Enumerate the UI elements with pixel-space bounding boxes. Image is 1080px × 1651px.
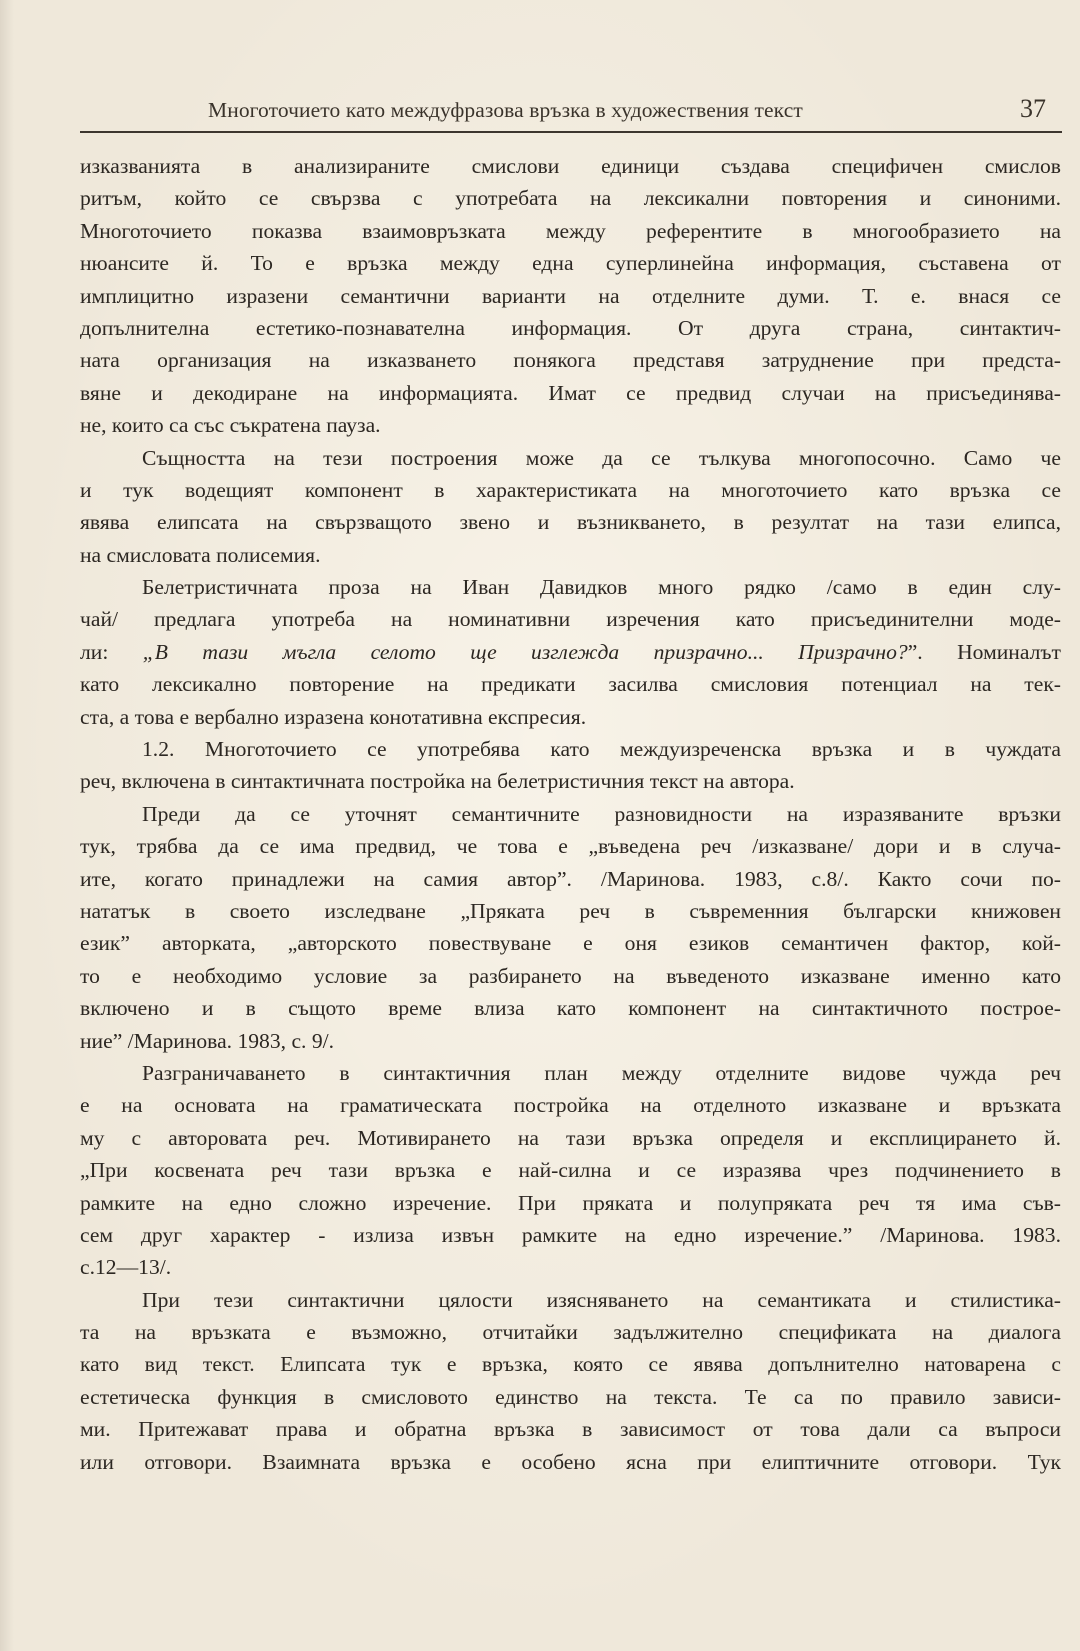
text-line	[80, 182, 1061, 214]
text-line-content: и тук водещият компонент в характеристиката на многоточието като връзка се	[80, 477, 1061, 502]
text-line	[80, 1089, 1061, 1121]
text-line-content: тук, трябва да се има предвид, че това е „въведена реч /изказване/ дори и в случа-	[80, 834, 1061, 859]
header-rule	[80, 131, 1062, 133]
italic-quote: „В тази мъгла селото ще изглежда призрачно... Призрачно?	[142, 639, 908, 664]
text-line-content: та на връзката е възможно, отчитайки задължително спецификата на диалога	[80, 1320, 1061, 1345]
text-line-content: реч, включена в синтактичната постройка на белетристичния текст на автора.	[80, 769, 795, 794]
text-line-content: с.12—13/.	[80, 1255, 172, 1280]
text-line-content: включено и в същото време влиза като компонент на синтактичното построе-	[80, 996, 1061, 1021]
text-line-content: Разграничаването в синтактичния план между отделните видове чужда реч	[142, 1060, 1061, 1085]
text-line-content: вяне и декодиране на информацията. Имат се предвид случаи на присъединява-	[80, 380, 1061, 405]
text-line-content: Същността на тези построения може да се тълкува многопосочно. Само че	[142, 445, 1061, 470]
text-line	[80, 150, 1061, 182]
text-line-content: на смисловата полисемия.	[80, 542, 321, 567]
text-line	[80, 571, 1061, 603]
text-line	[80, 830, 1061, 862]
text-line-tail: ”. Номиналът	[907, 639, 1061, 664]
text-line-content: Преди да се уточнят семантичните разновидности на изразяваните връзки	[142, 801, 1061, 826]
text-line-content: Многоточието показва взаимовръзката между референтите в многообразието на	[80, 218, 1061, 243]
text-line-content: ние” /Маринова. 1983, с. 9/.	[80, 1028, 335, 1053]
text-line	[80, 927, 1061, 959]
text-line-content: нататък в своето изследване „Пряката реч в съвременния български книжовен	[80, 898, 1061, 923]
text-line-content: „При косвената реч тази връзка е най-силна и се изразява чрез подчинението в	[80, 1158, 1061, 1183]
text-line	[80, 1316, 1061, 1348]
text-line	[80, 474, 1061, 506]
text-line-content: като вид текст. Елипсата тук е връзка, която се явява допълнително натоварена с	[80, 1352, 1061, 1377]
text-line	[80, 1219, 1061, 1251]
text-line	[80, 442, 1061, 474]
text-line-content: нюансите й. То е връзка между една суперлинейна информация, съставена от	[80, 251, 1061, 276]
text-line	[80, 409, 1061, 441]
text-line-content: ритъм, който се свързва с употребата на лексикални повторения и синоними.	[80, 186, 1061, 211]
text-line	[80, 863, 1061, 895]
text-line	[80, 1025, 1061, 1057]
text-line	[80, 765, 1061, 797]
text-line	[80, 960, 1061, 992]
page-header	[80, 94, 1060, 132]
text-line-content: то е необходимо условие за разбирането на въведеното изказване именно като	[80, 963, 1061, 988]
text-line	[80, 312, 1061, 344]
page-number: 37	[1020, 94, 1046, 123]
text-line	[80, 895, 1061, 927]
text-line-content: При тези синтактични цялости изясняването на семантиката и стилистика-	[142, 1287, 1061, 1312]
text-line	[80, 215, 1061, 247]
text-line-content: ли:	[80, 639, 143, 664]
text-line-content: имплицитно изразени семантични варианти на отделните думи. Т. е. внася се	[80, 283, 1061, 308]
text-line-content: ната организация на изказването понякога представя затруднение при предста-	[80, 348, 1061, 373]
text-line	[80, 506, 1061, 538]
text-line	[80, 280, 1061, 312]
text-line	[80, 668, 1061, 700]
text-line	[80, 603, 1061, 635]
text-line-content: не, които са със съкратена пауза.	[80, 413, 381, 438]
text-line	[80, 1057, 1061, 1089]
body-text	[80, 150, 1061, 1478]
text-line	[80, 377, 1061, 409]
text-line-content: му с авторовата реч. Мотивирането на тази връзка определя и експлицирането й.	[80, 1125, 1061, 1150]
text-line-content: допълнителна естетико-познавателна информация. От друга страна, синтактич-	[80, 315, 1061, 340]
text-line	[80, 1413, 1061, 1445]
text-line	[80, 1446, 1061, 1478]
text-line	[80, 1381, 1061, 1413]
text-line-content: ите, когато принадлежи на самия автор”. /Маринова. 1983, с.8/. Както сочи по-	[80, 866, 1061, 891]
text-line	[80, 992, 1061, 1024]
text-line	[80, 247, 1061, 279]
text-line-content: Белетристичната проза на Иван Давидков много рядко /само в един слу-	[142, 575, 1061, 600]
text-line-content: 1.2. Многоточието се употребява като междуизреченска връзка и в чуждата	[142, 737, 1061, 762]
text-line-content: чай/ предлага употреба на номинативни изречения като присъединителни моде-	[80, 607, 1061, 632]
running-title: Многоточието като междуфразова връзка в художествения текст	[208, 98, 803, 122]
text-line	[80, 1348, 1061, 1380]
text-line	[80, 1122, 1061, 1154]
text-line	[80, 636, 1061, 668]
text-line	[80, 1187, 1061, 1219]
text-line-content: ста, а това е вербално изразена конотативна експресия.	[80, 704, 587, 729]
text-line-content: сем друг характер - излиза извън рамките на едно изречение.” /Маринова. 1983.	[80, 1222, 1061, 1247]
text-line-content: език” авторката, „авторското повествуване е оня езиков семантичен фактор, кой-	[80, 931, 1061, 956]
text-line	[80, 1154, 1061, 1186]
text-line-content: естетическа функция в смисловото единство на текста. Те са по правило зависи-	[80, 1384, 1061, 1409]
text-line-content: ми. Притежават права и обратна връзка в зависимост от това дали са въпроси	[80, 1417, 1061, 1442]
text-line	[80, 733, 1061, 765]
text-line-content: изказванията в анализираните смислови единици създава специфичен смислов	[80, 154, 1061, 178]
text-line	[80, 798, 1061, 830]
text-line	[80, 1284, 1061, 1316]
text-line-content: е на основата на граматическата постройка на отделното изказване и връзката	[80, 1093, 1061, 1118]
text-line-content: явява елипсата на свързващото звено и възникването, в резултат на тази елипса,	[80, 510, 1061, 535]
text-line-content: или отговори. Взаимната връзка е особено ясна при елиптичните отговори. Тук	[80, 1449, 1061, 1474]
text-line	[80, 344, 1061, 376]
text-line	[80, 701, 1061, 733]
text-line	[80, 1251, 1061, 1283]
text-line	[80, 539, 1061, 571]
text-line-content: като лексикално повторение на предикати засилва смисловия потенциал на тек-	[80, 672, 1061, 697]
text-line-content: рамките на едно сложно изречение. При пряката и полупряката реч тя има съв-	[80, 1190, 1061, 1215]
